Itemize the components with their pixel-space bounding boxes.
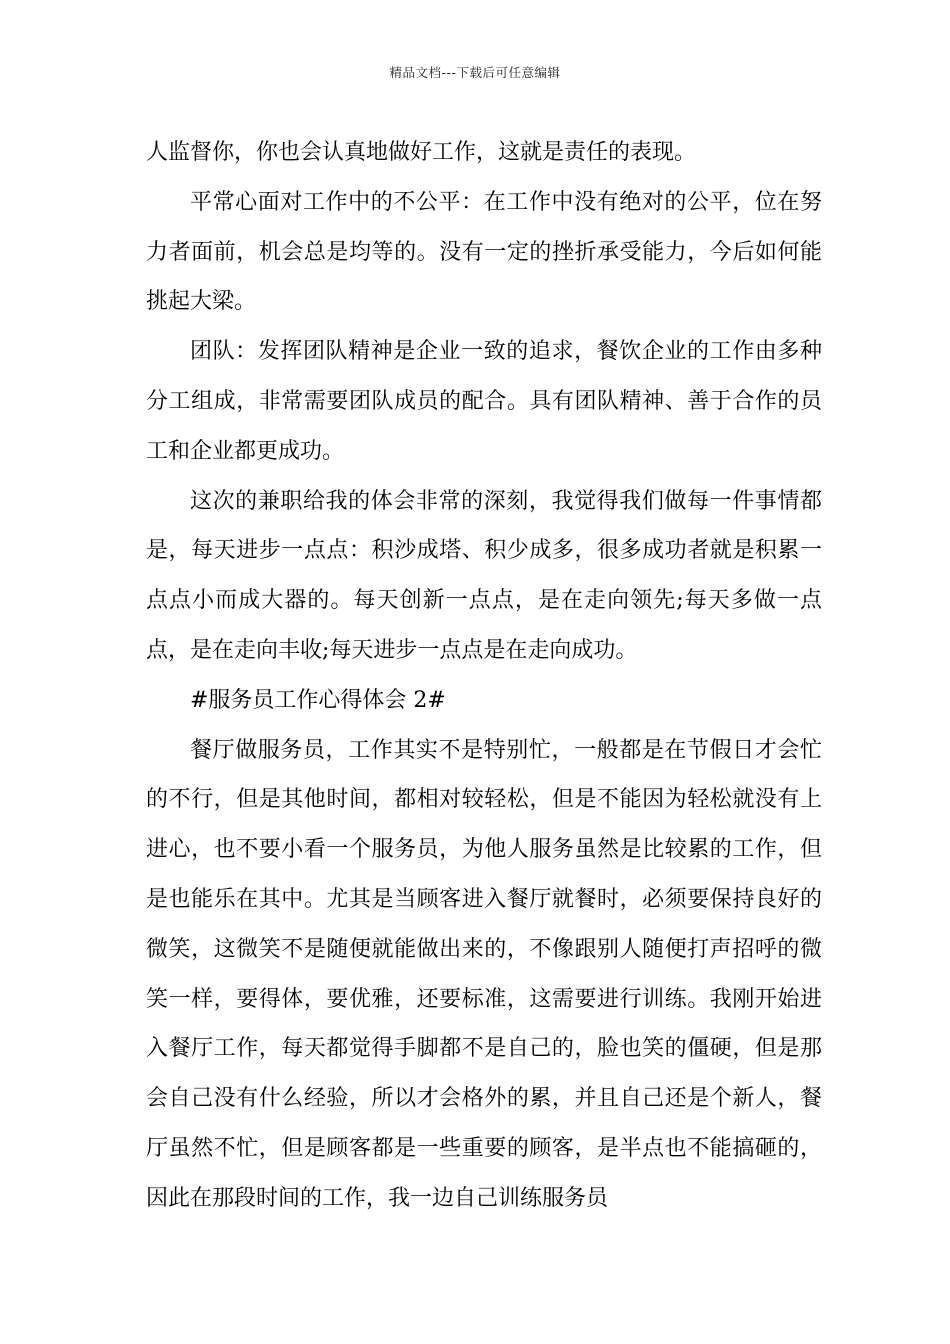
page-header: 精品文档---下载后可任意编辑 — [389, 65, 561, 80]
paragraph-3: 团队：发挥团队精神是企业一致的追求，餐饮企业的工作由多种分工组成，非常需要团队成员的配合。具有团队精神、善于合作的员工和企业都更成功。 — [146, 339, 822, 464]
document-body — [146, 128, 822, 1224]
section-heading: #服务员工作心得体会 2# — [190, 687, 446, 713]
paragraph-5: 餐厅做服务员，工作其实不是特别忙，一般都是在节假日才会忙的不行，但是其他时间，都相对较轻松，但是不能因为轻松就没有上进心，也不要小看一个服务员，为他人服务虽然是比较累的工作，但是也能乐在其中。尤其是当顾客进入餐厅就餐时，必须要保持良好的微笑，这微笑不是随便就能做出来的，不像跟别人随便打声招呼的微笑一样，要得体，要优雅，还要标准，这需要进行训练。我刚开始进入餐厅工作，每天都觉得手脚都不是自己的，脸也笑的僵硬，但是那会自己没有什么经验，所以才会格外的累，并且自己还是个新人，餐厅虽然不忙，但是顾客都是一些重要的顾客，是半点也不能搞砸的，因此在那段时间的工作，我一边自己训练服务员 — [146, 737, 822, 1211]
paragraph-2: 平常心面对工作中的不公平：在工作中没有绝对的公平，位在努力者面前，机会总是均等的。没有一定的挫折承受能力，今后如何能挑起大梁。 — [146, 189, 822, 315]
paragraph-4: 这次的兼职给我的体会非常的深刻，我觉得我们做每一件事情都是，每天进步一点点：积沙成塔、积少成多，很多成功者就是积累一点点小而成大器的。每天创新一点点，是在走向领先;每天多做一点点，是在走向丰收;每天进步一点点是在走向成功。 — [146, 488, 822, 663]
paragraph-1: 人监督你，你也会认真地做好工作，这就是责任的表现。 — [146, 140, 697, 165]
